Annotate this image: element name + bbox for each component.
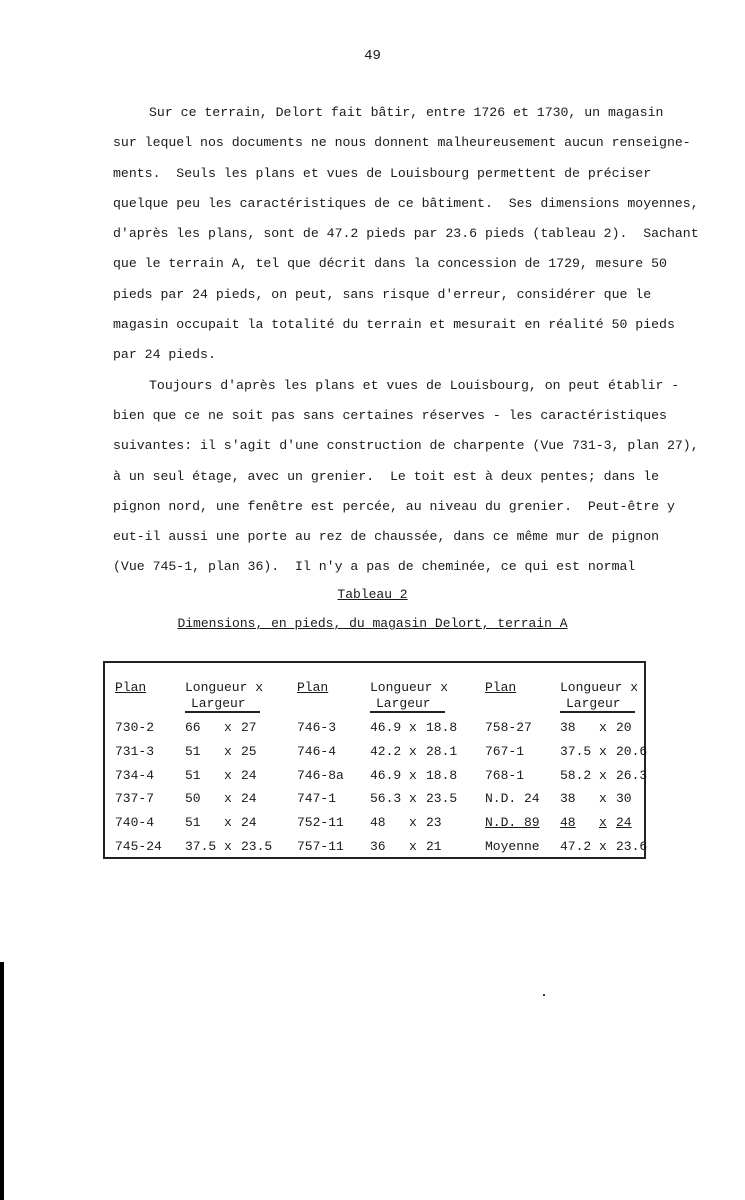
cell-longueur: 37.5	[185, 839, 217, 854]
header-dimensions	[185, 680, 263, 713]
cell-largeur: 24	[241, 791, 257, 807]
cell-separator: x	[409, 767, 417, 783]
text-line: Toujours d'après les plans et vues de Louisbourg, on peut établir -	[149, 377, 680, 393]
text-line: (Vue 745-1, plan 36). Il n'y a pas de cheminée, ce qui est normal	[113, 559, 636, 575]
dimensions-table	[103, 661, 646, 859]
cell-longueur: 66	[185, 720, 201, 735]
cell-largeur: 23	[426, 815, 442, 831]
cell-longueur: 38	[560, 791, 576, 807]
header-dimensions	[560, 680, 638, 713]
cell-largeur: 28.1	[426, 743, 458, 759]
paragraph-2	[113, 371, 699, 583]
cell-separator: x	[224, 743, 232, 759]
cell-plan: 752-11	[297, 815, 344, 831]
cell-separator: x	[224, 791, 232, 807]
text-line: pieds par 24 pieds, on peut, sans risque d'erreur, considérer que le	[113, 286, 652, 302]
table-caption: Dimensions, en pieds, du magasin Delort, terrain A	[177, 616, 568, 631]
cell-separator: x	[599, 839, 607, 854]
cell-plan: 758-27	[485, 720, 532, 735]
header-longueur: Longueur x	[560, 680, 639, 695]
cell-longueur: 37.5	[560, 743, 592, 759]
cell-plan: 768-1	[485, 767, 525, 783]
text-line: bien que ce ne soit pas sans certaines réserves - les caractéristiques	[113, 407, 667, 423]
cell-plan: 746-8a	[297, 767, 344, 783]
cell-plan: 740-4	[115, 815, 155, 831]
header-dimensions	[370, 680, 448, 713]
header-longueur: Longueur x	[185, 680, 264, 695]
cell-longueur: 46.9	[370, 720, 402, 735]
cell-largeur: 21	[426, 839, 442, 854]
cell-separator: x	[409, 791, 417, 807]
cell-longueur: 50	[185, 791, 201, 807]
cell-largeur: 24	[616, 815, 632, 831]
header-largeur: Largeur	[185, 697, 260, 713]
header-plan: Plan	[297, 680, 329, 695]
text-line: suivantes: il s'agit d'une construction de charpente (Vue 731-3, plan 27),	[113, 438, 699, 454]
text-line: quelque peu les caractéristiques de ce bâtiment. Ses dimensions moyennes,	[113, 195, 699, 211]
paragraph-1	[113, 98, 699, 371]
cell-separator: x	[599, 815, 607, 831]
cell-largeur: 20.6	[616, 743, 648, 759]
cell-plan: N.D. 24	[485, 791, 540, 807]
text-line: que le terrain A, tel que décrit dans la concession de 1729, mesure 50	[113, 256, 667, 272]
cell-plan: 746-4	[297, 743, 337, 759]
text-line: magasin occupait la totalité du terrain et mesurait en réalité 50 pieds	[113, 317, 675, 333]
cell-largeur: 23.5	[241, 839, 273, 854]
cell-largeur: 27	[241, 720, 257, 735]
text-line: par 24 pieds.	[113, 347, 216, 363]
text-line: à un seul étage, avec un grenier. Le toit est à deux pentes; dans le	[113, 468, 660, 484]
cell-separator: x	[599, 791, 607, 807]
cell-plan: N.D. 89	[485, 815, 540, 831]
scan-edge-bar	[0, 962, 4, 1200]
header-plan: Plan	[485, 680, 517, 695]
cell-longueur: 51	[185, 767, 201, 783]
body-text	[113, 98, 699, 583]
cell-separator: x	[224, 815, 232, 831]
cell-separator: x	[409, 743, 417, 759]
cell-longueur: 51	[185, 815, 201, 831]
cell-separator: x	[409, 815, 417, 831]
cell-separator: x	[224, 720, 232, 735]
cell-plan: Moyenne	[485, 839, 540, 854]
cell-separator: x	[409, 839, 417, 854]
cell-longueur: 51	[185, 743, 201, 759]
cell-longueur: 58.2	[560, 767, 592, 783]
cell-plan: 737-7	[115, 791, 155, 807]
cell-separator: x	[224, 767, 232, 783]
scan-speck	[543, 994, 545, 996]
cell-plan: 734-4	[115, 767, 155, 783]
cell-longueur: 36	[370, 839, 386, 854]
header-largeur: Largeur	[370, 697, 445, 713]
text-line: eut-il aussi une porte au rez de chaussée, dans ce même mur de pignon	[113, 529, 660, 545]
cell-longueur: 38	[560, 720, 576, 735]
cell-largeur: 24	[241, 815, 257, 831]
text-line: ments. Seuls les plans et vues de Louisbourg permettent de préciser	[113, 165, 652, 181]
text-line: sur lequel nos documents ne nous donnent malheureusement aucun renseigne-	[113, 135, 691, 151]
cell-longueur: 56.3	[370, 791, 402, 807]
cell-separator: x	[599, 767, 607, 783]
cell-plan: 767-1	[485, 743, 525, 759]
cell-largeur: 18.8	[426, 767, 458, 783]
cell-largeur: 24	[241, 767, 257, 783]
cell-largeur: 23.5	[426, 791, 458, 807]
text-line: pignon nord, une fenêtre est percée, au niveau du grenier. Peut-être y	[113, 498, 675, 514]
cell-separator: x	[599, 743, 607, 759]
cell-separator: x	[409, 720, 417, 735]
table-title: Tableau 2	[337, 587, 408, 602]
cell-longueur: 48	[560, 815, 576, 831]
cell-separator: x	[224, 839, 232, 854]
cell-plan: 757-11	[297, 839, 344, 854]
cell-largeur: 18.8	[426, 720, 458, 735]
cell-largeur: 23.6	[616, 839, 648, 854]
cell-largeur: 25	[241, 743, 257, 759]
cell-longueur: 47.2	[560, 839, 592, 854]
text-line: Sur ce terrain, Delort fait bâtir, entre 1726 et 1730, un magasin	[149, 105, 664, 120]
cell-largeur: 30	[616, 791, 632, 807]
header-plan: Plan	[115, 680, 147, 695]
cell-largeur: 26.3	[616, 767, 648, 783]
page-number: 49	[364, 48, 381, 64]
header-longueur: Longueur x	[370, 680, 449, 695]
cell-largeur: 20	[616, 720, 632, 735]
cell-plan: 746-3	[297, 720, 337, 735]
cell-separator: x	[599, 720, 607, 735]
cell-longueur: 48	[370, 815, 386, 831]
cell-plan: 730-2	[115, 720, 155, 735]
cell-plan: 747-1	[297, 791, 337, 807]
cell-longueur: 46.9	[370, 767, 402, 783]
cell-plan: 745-24	[115, 839, 162, 854]
header-largeur: Largeur	[560, 697, 635, 713]
cell-longueur: 42.2	[370, 743, 402, 759]
text-line: d'après les plans, sont de 47.2 pieds par 23.6 pieds (tableau 2). Sachant	[113, 226, 699, 242]
cell-plan: 731-3	[115, 743, 155, 759]
